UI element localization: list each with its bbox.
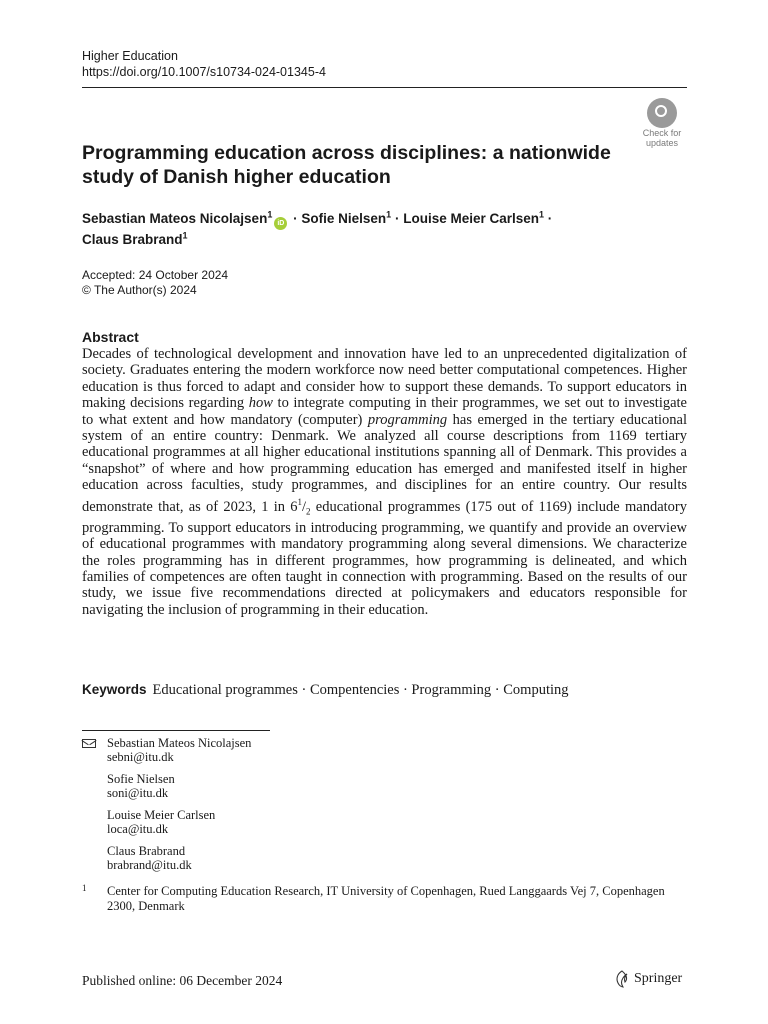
author-affiliation-mark: 1 bbox=[539, 209, 545, 220]
abstract-part: to integrate computing in their programmes, we set out to investigate to what extent and how mandatory (computer) bbox=[82, 395, 687, 428]
contact-email[interactable]: soni@itu.dk bbox=[107, 786, 169, 800]
abstract-heading: Abstract bbox=[82, 329, 139, 345]
author-name: Louise Meier Carlsen bbox=[403, 211, 540, 226]
copyright-line: © The Author(s) 2024 bbox=[82, 283, 197, 297]
abstract-part: educational programmes (175 out of 1169) include mandatory programming. To support educators in introducing programming, we quantify and provide an overview of educational programmes with mandatory programming along several dimensions. We characterize the roles programming has in different programmes, how programming is delineated, and which families of competences are often taught in connection with programming. Based on the results of our study, we issue five recommendations directed at policymakers and educators responsible for navigating the inclusion of programming in their education. bbox=[82, 498, 687, 618]
keywords bbox=[82, 681, 687, 699]
journal-header bbox=[82, 48, 326, 80]
abstract-text: Decades of technological development and innovation have led to an unprecedented digitalization of society. Graduates entering the modern workforce now need better computational competences. Higher education is thus forced to adapt and consider how to support these demands. To support educators in making decisions regarding how to integrate computing in their programmes, we set out to investigate to what extent and how mandatory (computer) programming has emerged in the tertiary educational system of an entire country: Denmark. We analyzed all course descriptions from 1169 tertiary educational programmes at all higher educational institutions spanning all of Denmark. This provides a “snapshot” of where and how programming education has emerged and manifested itself in higher education across faculties, study programmes, and disciplines for an entire country. Our results demonstrate that, as of 2023, 1 in $6^1/_2$ educational programmes (175 out of 1169) include mandatory programming. To support educators in introducing programming, we quantify and provide an overview of educational programmes with mandatory programming along several dimensions. We characterize the roles programming has in different programmes, how programming is delineated, and which families of competences are often taught in connection with programming. Based on the results of our study, we issue five recommendations directed at policymakers and educators responsible for navigating the inclusion of programming in their education. bbox=[82, 346, 687, 618]
publisher-name: Springer bbox=[634, 971, 683, 986]
journal-name: Higher Education bbox=[82, 49, 178, 63]
abstract-emphasis: how bbox=[248, 395, 273, 412]
accepted-date: Accepted: 24 October 2024 bbox=[82, 268, 229, 282]
contact-email[interactable]: brabrand@itu.dk bbox=[107, 858, 192, 872]
keywords-list: Educational programmes · Compentencies · Programming · Computing bbox=[152, 682, 569, 698]
doi-link[interactable]: https://doi.org/10.1007/s10734-024-01345-4 bbox=[82, 65, 326, 79]
author-separator: · bbox=[547, 211, 553, 226]
fraction-numerator: 1 bbox=[297, 496, 303, 507]
contact-name: Louise Meier Carlsen bbox=[107, 808, 216, 822]
check-for-updates-badge[interactable] bbox=[636, 98, 688, 148]
abstract-part: Decades of technological development and innovation have led to an unprecedented digitalization of society. Graduates entering the modern workforce now need better computational competences. Higher education is thus forced to adapt and consider how to support these demands. To support educators in making decisions regarding bbox=[82, 346, 687, 412]
affiliation-footnote bbox=[82, 884, 687, 913]
contact-entry bbox=[82, 844, 251, 872]
badge-line1: Check for bbox=[642, 128, 682, 138]
mail-icon bbox=[82, 739, 96, 748]
article-dates bbox=[82, 268, 228, 298]
published-date: Published online: 06 December 2024 bbox=[82, 973, 283, 988]
author-name: Sebastian Mateos Nicolajsen bbox=[82, 211, 268, 226]
affiliation-number: 1 bbox=[82, 883, 87, 893]
author-affiliation-mark: 1 bbox=[386, 209, 392, 220]
author-affiliation-mark: 1 bbox=[182, 230, 188, 241]
orcid-icon[interactable]: iD bbox=[274, 217, 287, 230]
badge-line2: updates bbox=[645, 138, 679, 148]
author-name: Sofie Nielsen bbox=[301, 211, 387, 226]
author-affiliation-mark: 1 bbox=[267, 209, 273, 220]
contact-list bbox=[82, 736, 251, 880]
contact-entry bbox=[82, 772, 251, 800]
author-separator: · bbox=[293, 211, 298, 226]
contact-name: Claus Brabrand bbox=[107, 844, 186, 858]
paper-title: Programming education across disciplines: a nationwide study of Danish higher education bbox=[82, 142, 611, 188]
author-separator: · bbox=[394, 211, 400, 226]
contact-name: Sebastian Mateos Nicolajsen bbox=[107, 736, 252, 750]
springer-logo-icon bbox=[614, 970, 630, 988]
author-name: Claus Brabrand bbox=[82, 232, 183, 247]
keywords-label: Keywords bbox=[82, 682, 147, 697]
contact-entry bbox=[82, 808, 251, 836]
abstract-part: has emerged in the tertiary educational system of an entire country: Denmark. We analyzed all course descriptions from 1169 tertiary educational programmes at all higher educational institutions spanning all of Denmark. This provides a “snapshot” of where and how programming education has emerged and manifested itself in higher education across faculties, study programmes, and disciplines for an entire country. Our results demonstrate that, as of 2023, 1 in 6 bbox=[82, 411, 687, 515]
author-list bbox=[82, 209, 642, 249]
fraction-denominator: 2 bbox=[306, 506, 311, 517]
affiliation-text: Center for Computing Education Research, IT University of Copenhagen, Rued Langgaards Vej 7, Copenhagen 2300, Denmark bbox=[107, 884, 665, 913]
footnote-rule bbox=[82, 730, 270, 731]
publisher-logo bbox=[614, 970, 682, 988]
contact-email[interactable]: sebni@itu.dk bbox=[107, 750, 174, 764]
header-rule bbox=[82, 87, 687, 88]
abstract-emphasis: programming bbox=[367, 411, 448, 428]
contact-name: Sofie Nielsen bbox=[107, 772, 175, 786]
contact-email[interactable]: loca@itu.dk bbox=[107, 822, 169, 836]
contact-entry bbox=[82, 736, 251, 764]
check-for-updates-icon bbox=[647, 98, 677, 128]
